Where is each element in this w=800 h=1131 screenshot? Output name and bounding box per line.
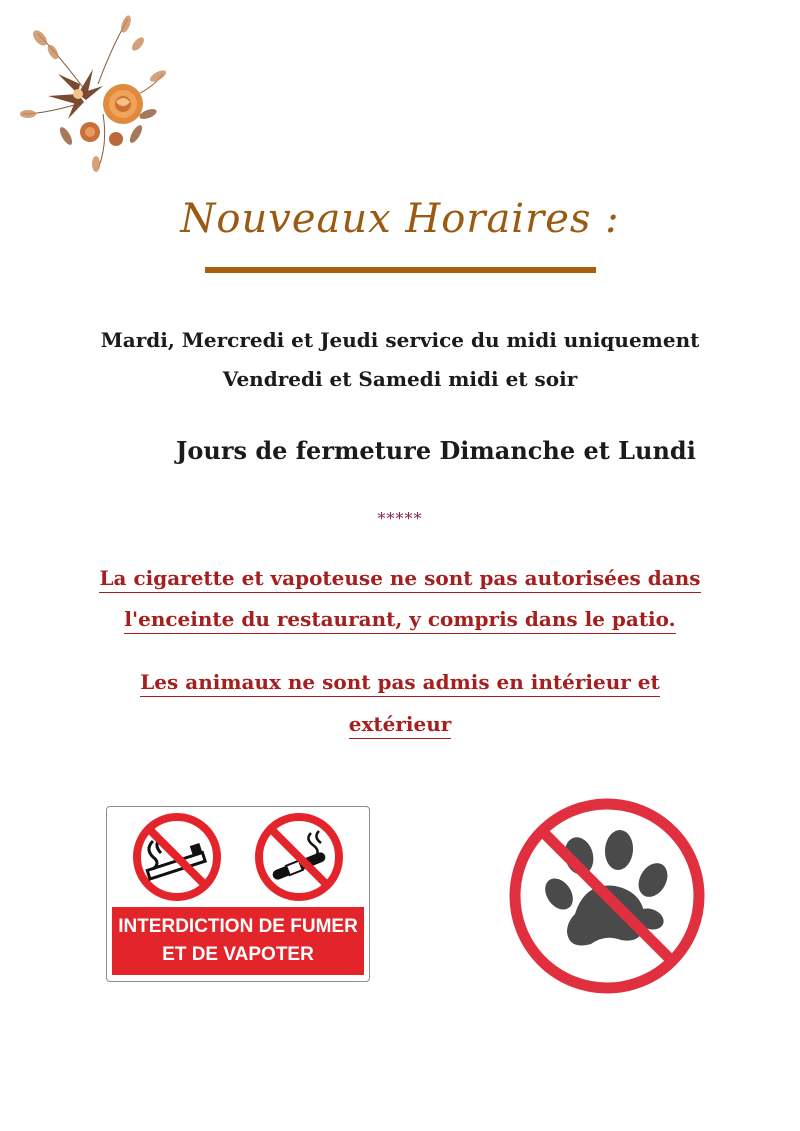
animals-notice-line-1 — [60, 672, 740, 697]
floral-bouquet-icon — [18, 14, 168, 172]
no-vaping-icon — [253, 811, 345, 903]
animals-notice-text-1: Les animaux ne sont pas admis en intérieur et — [140, 672, 660, 697]
page-title: Nouveaux Horaires : — [180, 196, 620, 242]
no-smoking-banner-line-2: ET DE VAPOTER — [162, 944, 314, 965]
no-smoking-icon — [131, 811, 223, 903]
closing-days: Jours de fermeture Dimanche et Lundi — [176, 436, 696, 465]
title-underline — [205, 267, 596, 273]
schedule-line-weekdays: Mardi, Mercredi et Jeudi service du midi uniquement — [100, 328, 700, 352]
no-pets-paw-icon — [505, 794, 709, 998]
no-smoking-banner-line-1: INTERDICTION DE FUMER — [118, 916, 358, 937]
animals-notice-line-2 — [60, 714, 740, 739]
smoking-notice-line-1 — [60, 568, 740, 593]
no-smoking-banner — [112, 907, 364, 975]
smoking-notice-text-1: La cigarette et vapoteuse ne sont pas autorisées dans — [99, 568, 700, 593]
animals-notice-text-2: extérieur — [349, 714, 452, 739]
smoking-notice-line-2 — [60, 609, 740, 634]
no-smoking-sign — [106, 806, 370, 982]
smoking-notice-text-2: l'enceinte du restaurant, y compris dans le patio. — [124, 609, 675, 634]
schedule-line-weekend: Vendredi et Samedi midi et soir — [222, 367, 578, 391]
separator: ***** — [377, 509, 423, 528]
